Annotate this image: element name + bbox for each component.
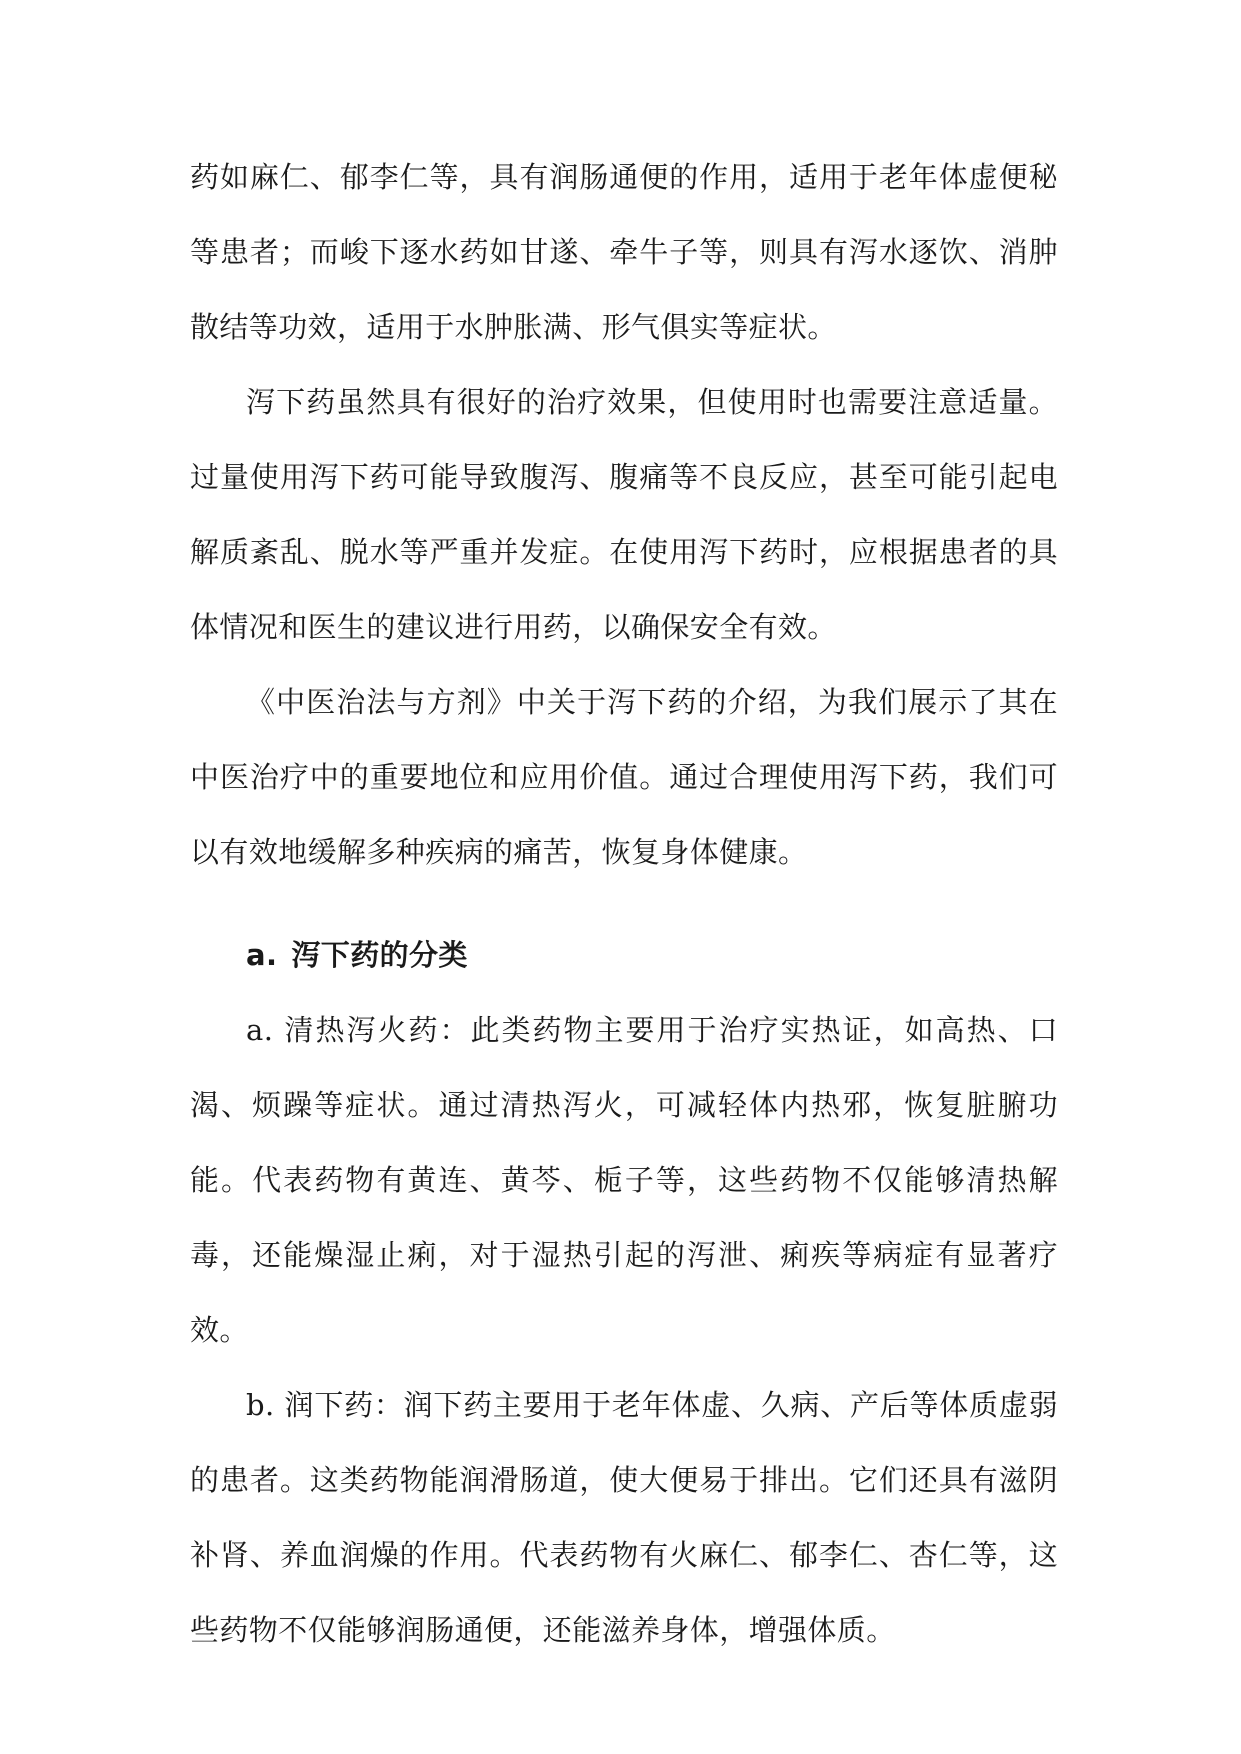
paragraph-moistening-laxatives: b. 润下药：润下药主要用于老年体虚、久病、产后等体质虚弱的患者。这类药物能润滑肠道，使大便易于排出。它们还具有滋阴补肾、养血润燥的作用。代表药物有火麻仁、郁李仁、杏仁等，这些药物不仅能够润肠通便，还能滋养身体，增强体质。 bbox=[190, 1388, 1058, 1647]
paragraph-summary: 《中医治法与方剂》中关于泻下药的介绍，为我们展示了其在中医治疗中的重要地位和应用价值。通过合理使用泻下药，我们可以有效地缓解多种疾病的痛苦，恢复身体健康。 bbox=[190, 685, 1058, 869]
document-body bbox=[190, 140, 1058, 1668]
paragraph-dosage-caution: 泻下药虽然具有很好的治疗效果，但使用时也需要注意适量。过量使用泻下药可能导致腹泻、腹痛等不良反应，甚至可能引起电解质紊乱、脱水等严重并发症。在使用泻下药时，应根据患者的具体情况和医生的建议进行用药，以确保安全有效。 bbox=[190, 385, 1058, 644]
paragraph-continued: 药如麻仁、郁李仁等，具有润肠通便的作用，适用于老年体虚便秘等患者；而峻下逐水药如甘遂、牵牛子等，则具有泻水逐饮、消肿散结等功效，适用于水肿胀满、形气俱实等症状。 bbox=[190, 160, 1058, 344]
section-heading-title: 泻下药的分类 bbox=[291, 938, 468, 972]
section-heading-marker: a. bbox=[246, 938, 278, 972]
paragraph-heat-clearing-drugs: a. 清热泻火药：此类药物主要用于治疗实热证，如高热、口渴、烦躁等症状。通过清热泻火，可减轻体内热邪，恢复脏腑功能。代表药物有黄连、黄芩、栀子等，这些药物不仅能够清热解毒，还能燥湿止痢，对于湿热引起的泻泄、痢疾等病症有显著疗效。 bbox=[190, 1013, 1058, 1347]
section-heading bbox=[190, 890, 1058, 993]
